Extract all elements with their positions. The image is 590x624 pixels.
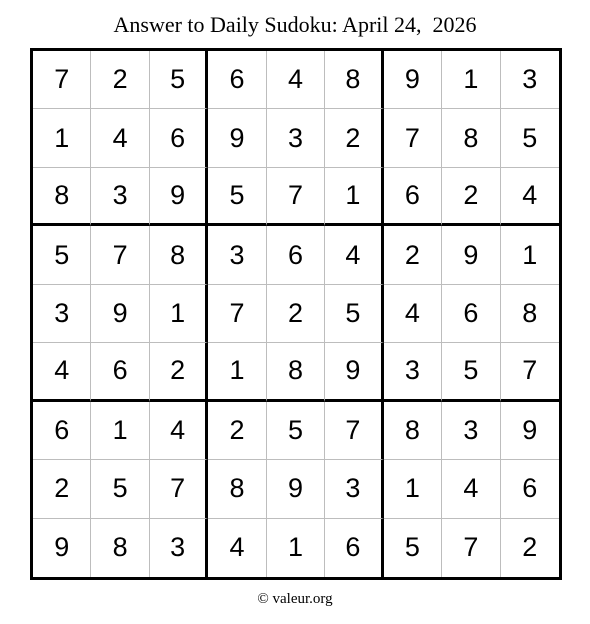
- sudoku-cell: 3: [267, 109, 325, 167]
- sudoku-cell: 5: [267, 402, 325, 460]
- sudoku-cell: 6: [150, 109, 208, 167]
- sudoku-cell: 7: [267, 168, 325, 226]
- sudoku-cell: 4: [208, 519, 266, 577]
- sudoku-cell: 7: [501, 343, 559, 401]
- sudoku-cell: 1: [208, 343, 266, 401]
- sudoku-cell: 9: [208, 109, 266, 167]
- sudoku-cell: 1: [501, 226, 559, 284]
- sudoku-cell: 2: [522, 532, 538, 563]
- sudoku-cell: 4: [325, 226, 383, 284]
- sudoku-cell: 9: [501, 402, 559, 460]
- sudoku-cell: 9: [325, 343, 383, 401]
- sudoku-cell: 9: [33, 519, 91, 577]
- sudoku-cell: 6: [442, 285, 500, 343]
- sudoku-cell: 7: [33, 51, 91, 109]
- puzzle-title: Answer to Daily Sudoku: April 24, 2026: [113, 12, 477, 37]
- sudoku-cell: 5: [33, 226, 91, 284]
- sudoku-cell: 6: [384, 168, 442, 226]
- sudoku-cell: 8: [384, 402, 442, 460]
- sudoku-cell: 7: [91, 226, 149, 284]
- sudoku-cell: 6: [208, 51, 266, 109]
- sudoku-cell: 4: [384, 285, 442, 343]
- sudoku-cell: 2: [442, 168, 500, 226]
- sudoku-cell: 1: [91, 402, 149, 460]
- sudoku-cell: 4: [501, 168, 559, 226]
- sudoku-cell: 7: [150, 460, 208, 518]
- sudoku-cell: 3: [325, 460, 383, 518]
- sudoku-cell: 2: [384, 226, 442, 284]
- sudoku-cell: 8: [325, 51, 383, 109]
- sudoku-cell: 8: [267, 343, 325, 401]
- sudoku-cell: 4: [150, 402, 208, 460]
- sudoku-cell: 8: [150, 226, 208, 284]
- sudoku-cell: 3: [33, 285, 91, 343]
- sudoku-cell: 4: [442, 460, 500, 518]
- sudoku-cell: 1: [150, 285, 208, 343]
- sudoku-cell: 5: [442, 343, 500, 401]
- sudoku-cell: 3: [442, 402, 500, 460]
- sudoku-cell: 6: [91, 343, 149, 401]
- copyright-footer: © valeur.org: [257, 591, 333, 607]
- sudoku-cell: 5: [325, 285, 383, 343]
- sudoku-cell: 3: [150, 519, 208, 577]
- sudoku-cell: 8: [501, 285, 559, 343]
- sudoku-cell: 2: [150, 343, 208, 401]
- sudoku-cell: 7: [442, 519, 500, 577]
- sudoku-cell: 1: [33, 109, 91, 167]
- sudoku-board: [30, 48, 562, 580]
- sudoku-cell: 6: [325, 519, 383, 577]
- sudoku-cell: 1: [267, 519, 325, 577]
- sudoku-cell: 3: [384, 343, 442, 401]
- sudoku-cell: 1: [384, 460, 442, 518]
- sudoku-cell: 8: [442, 109, 500, 167]
- sudoku-cell: 4: [267, 51, 325, 109]
- sudoku-cell: 8: [208, 460, 266, 518]
- sudoku-cell: 5: [91, 460, 149, 518]
- sudoku-cell: 9: [442, 226, 500, 284]
- sudoku-cell: 7: [208, 285, 266, 343]
- sudoku-cell: 1: [442, 51, 500, 109]
- sudoku-cell: 5: [208, 168, 266, 226]
- sudoku-cell: 7: [384, 109, 442, 167]
- sudoku-cell: 2: [325, 109, 383, 167]
- sudoku-cell: 2: [267, 285, 325, 343]
- sudoku-cell: 7: [325, 402, 383, 460]
- sudoku-cell: 6: [33, 402, 91, 460]
- sudoku-cell: 8: [91, 519, 149, 577]
- sudoku-cell: 6: [267, 226, 325, 284]
- sudoku-cell: 3: [501, 51, 559, 109]
- sudoku-cell: 4: [33, 343, 91, 401]
- sudoku-cell: 2: [33, 460, 91, 518]
- sudoku-cell: 5: [150, 51, 208, 109]
- sudoku-cell: 5: [384, 519, 442, 577]
- sudoku-cell: 2: [91, 51, 149, 109]
- sudoku-cell: 9: [267, 460, 325, 518]
- sudoku-cell: 9: [91, 285, 149, 343]
- sudoku-cell: 2: [208, 402, 266, 460]
- sudoku-cell: 5: [501, 109, 559, 167]
- sudoku-cell: 8: [33, 168, 91, 226]
- sudoku-cell: 4: [91, 109, 149, 167]
- sudoku-cell: 9: [150, 168, 208, 226]
- sudoku-cell: 3: [91, 168, 149, 226]
- sudoku-cell: 6: [501, 460, 559, 518]
- sudoku-cell: 3: [208, 226, 266, 284]
- sudoku-cell: 1: [325, 168, 383, 226]
- sudoku-cell: 9: [384, 51, 442, 109]
